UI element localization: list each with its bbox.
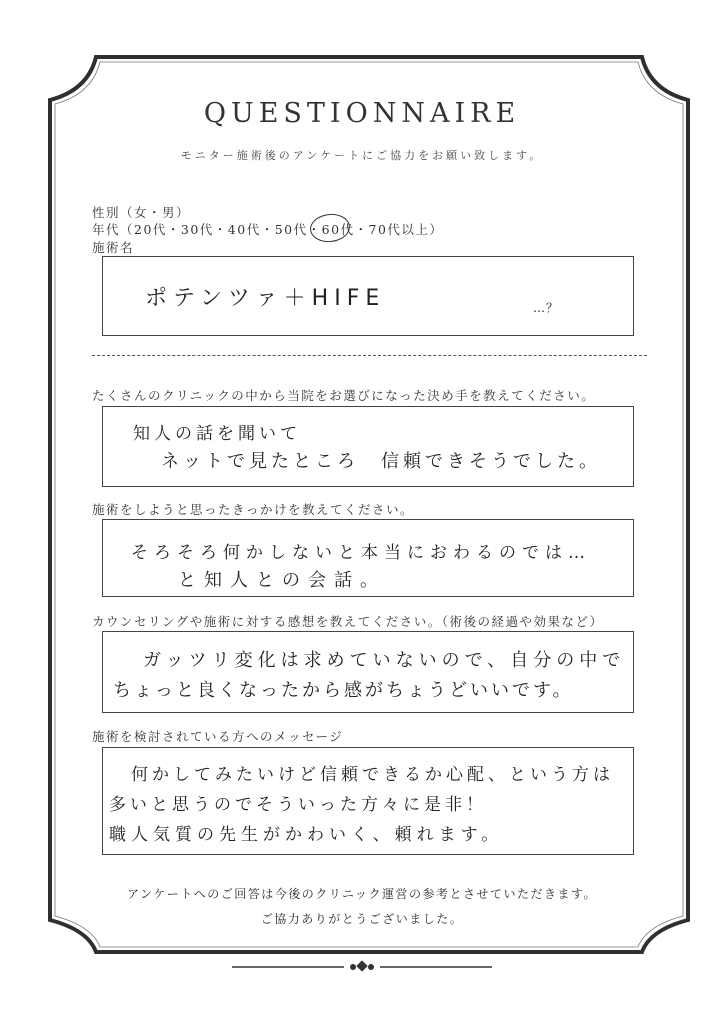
answer-3-line-2: ちょっと良くなったから感がちょうどいいです。: [113, 680, 574, 701]
footer-note: アンケートへのご回答は今後のクリニック運営の参考とさせていただきます。: [126, 887, 598, 901]
ornament-divider: [232, 957, 492, 977]
question-2: 施術をしようと思ったきっかけを教えてください。: [92, 502, 415, 517]
question-1: たくさんのクリニックの中から当院をお選びになった決め手を教えてください。: [92, 388, 596, 403]
treatment-label: 施術名: [92, 240, 135, 255]
answer-2-line-1: そろそろ何かしないと本当におわるのでは…: [131, 543, 591, 563]
answer-1-line-2: ネットで見たところ 信頼できそうでした。: [161, 451, 601, 472]
treatment-note: …？: [533, 301, 560, 315]
treatment-answer: ポテンツァ＋HIFE: [145, 286, 386, 311]
answer-box-3: [102, 631, 634, 713]
question-3: カウンセリングや施術に対する感想を教えてください。（術後の経過や効果など）: [92, 614, 604, 629]
treatment-answer-box: [102, 256, 634, 336]
answer-1-line-1: 知人の話を聞いて: [133, 424, 301, 444]
gender-line: 性別（女・男）: [92, 205, 191, 220]
footer-thanks: ご協力ありがとうございました。: [260, 912, 464, 926]
answer-3-line-1: ガッツリ変化は求めていないので、自分の中で: [143, 650, 626, 671]
section-divider: [92, 355, 647, 356]
answer-4-line-1: 何かしてみたいけど信頼できるか心配、という方は: [131, 765, 614, 785]
answer-box-4: [102, 747, 634, 855]
answer-4-line-3: 職人気質の先生がかわいく、頼れます。: [109, 825, 504, 845]
answer-box-2: [102, 519, 634, 597]
answer-box-1: [102, 406, 634, 487]
age-line: 年代（20代・30代・40代・50代・60代・70代以上）: [92, 222, 444, 237]
question-4: 施術を検討されている方へのメッセージ: [92, 729, 344, 744]
page-title: QUESTIONNAIRE: [203, 98, 521, 129]
page-subtitle: モニター施術後のアンケートにご協力をお願い致します。: [180, 149, 544, 162]
answer-4-line-2: 多いと思うのでそういった方々に是非！: [109, 795, 487, 815]
answer-2-line-2: と知人との会話。: [178, 570, 386, 591]
